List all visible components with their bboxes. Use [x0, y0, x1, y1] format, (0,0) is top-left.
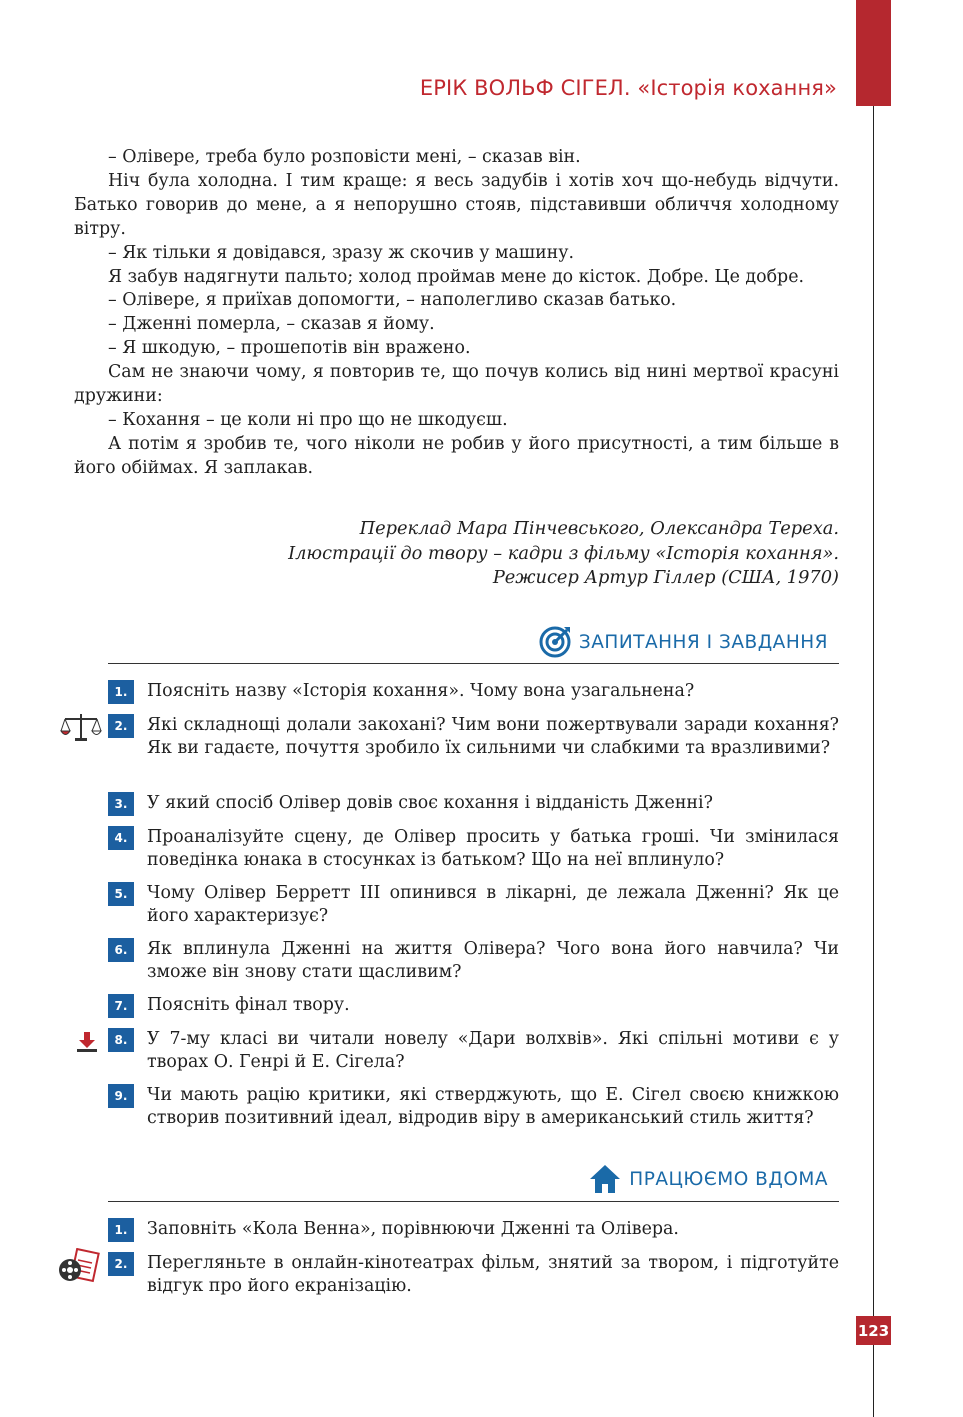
question-number: 3. [108, 792, 134, 816]
question-text: У 7-му класі ви читали новелу «Дари волхвів». Які спільні мотиви є у творах О. Генрі й Е. Сігела? [147, 1029, 839, 1072]
question-text: Які складнощі долали закохані? Чим вони пожертвували заради кохання? Як ви гадаєте, почуття зробило їх сильними чи слабкими та вразливими? [147, 715, 839, 758]
question-number: 2. [108, 714, 134, 738]
question-number: 5. [108, 882, 134, 906]
story-paragraph: – Олівере, треба було розповісти мені, – сказав він. [108, 147, 581, 167]
section-divider [108, 1201, 839, 1202]
story-paragraph: – Кохання – це коли ні про що не шкодуєш. [108, 409, 508, 430]
director-credit: Режисер Артур Гіллер (США, 1970) [492, 567, 839, 589]
story-text [74, 146, 839, 481]
question-item [108, 882, 839, 927]
homework-heading [588, 1163, 828, 1195]
question-number: 7. [108, 994, 134, 1018]
question-item [108, 714, 839, 759]
questions-heading [538, 625, 828, 659]
question-text: Проаналізуйте сцену, де Олівер просить у батька гроші. Чи змінилася поведінка юнака в стосунках із батьком? Що на неї вплинуло? [147, 827, 839, 870]
question-text: Як вплинула Дженні на життя Олівера? Чого вона його навчила? Чи зможе він знову стати щасливим? [147, 939, 839, 982]
question-text: У який спосіб Олівер довів своє кохання і відданість Дженні? [147, 793, 713, 813]
download-icon [76, 1031, 98, 1053]
homework-item [108, 1218, 839, 1242]
story-paragraph: – Я шкодую, – прошепотів він вражено. [108, 338, 471, 359]
story-paragraph: – Як тільки я довідався, зразу ж скочив у машину. [108, 242, 575, 263]
question-number: 1. [108, 680, 134, 704]
page-number: 123 [856, 1316, 891, 1345]
homework-number: 2. [108, 1252, 134, 1276]
homework-text: Заповніть «Кола Венна», порівнюючи Дженні та Олівера. [147, 1219, 679, 1239]
story-paragraph: – Дженні померла, – сказав я йому. [108, 314, 435, 335]
question-number: 6. [108, 938, 134, 962]
questions-title: ЗАПИТАННЯ І ЗАВДАННЯ [578, 631, 828, 653]
question-item [108, 680, 839, 704]
credits [288, 517, 839, 591]
homework-text: Перегляньте в онлайн-кінотеатрах фільм, знятий за твором, і підготуйте відгук про його екранізацію. [147, 1253, 839, 1296]
question-number: 4. [108, 826, 134, 850]
story-paragraph: Ніч була холодна. І тим краще: я весь задубів і хотів хоч що-небудь відчути. Батько говорив до мене, а я непорушно стояв, підставивши обличчя холодному вітру. [74, 170, 839, 239]
translation-credit: Переклад Мара Пінчевського, Олександра Тереха. [359, 518, 839, 539]
margin-rule [873, 106, 874, 1417]
section-divider [108, 663, 839, 664]
question-item [108, 994, 839, 1018]
story-paragraph: Я забув надягнути пальто; холод проймав мене до кісток. Добре. Це добре. [108, 266, 805, 287]
running-header: ЕРІК ВОЛЬФ СІГЕЛ. «Історія кохання» [419, 76, 837, 100]
question-text: Поясніть фінал твору. [147, 995, 350, 1015]
question-item [108, 826, 839, 871]
top-red-tab [856, 0, 891, 106]
story-paragraph: А потім я зробив те, чого ніколи не робив у його присутності, а тим більше в його обіймах. Я заплакав. [74, 433, 839, 478]
target-icon [538, 625, 572, 659]
question-number: 8. [108, 1028, 134, 1052]
story-paragraph: – Олівере, я приїхав допомогти, – наполегливо сказав батько. [108, 290, 677, 311]
homework-item [108, 1252, 839, 1297]
question-item [108, 938, 839, 983]
film-review-icon [56, 1248, 100, 1286]
question-item [108, 1084, 839, 1129]
question-text: Чому Олівер Берретт ІІІ опинився в лікарні, де лежала Дженні? Як це його характеризує? [147, 883, 839, 926]
question-item [108, 792, 839, 816]
question-number: 9. [108, 1084, 134, 1108]
question-text: Поясніть назву «Історія кохання». Чому вона узагальнена? [147, 681, 695, 701]
homework-title: ПРАЦЮЄМО ВДОМА [629, 1168, 828, 1190]
homework-number: 1. [108, 1218, 134, 1242]
illustration-credit: Ілюстрації до твору – кадри з фільму «Історія кохання». [288, 542, 839, 564]
home-icon [588, 1163, 622, 1195]
question-text: Чи мають рацію критики, які стверджують, що Е. Сігел своєю книжкою створив позитивний ідеал, відродив віру в американський стиль життя? [147, 1085, 839, 1128]
scales-icon [60, 711, 102, 743]
story-paragraph: Сам не знаючи чому, я повторив те, що почув колись від нині мертвої красуні дружини: [74, 362, 839, 407]
question-item [108, 1028, 839, 1073]
